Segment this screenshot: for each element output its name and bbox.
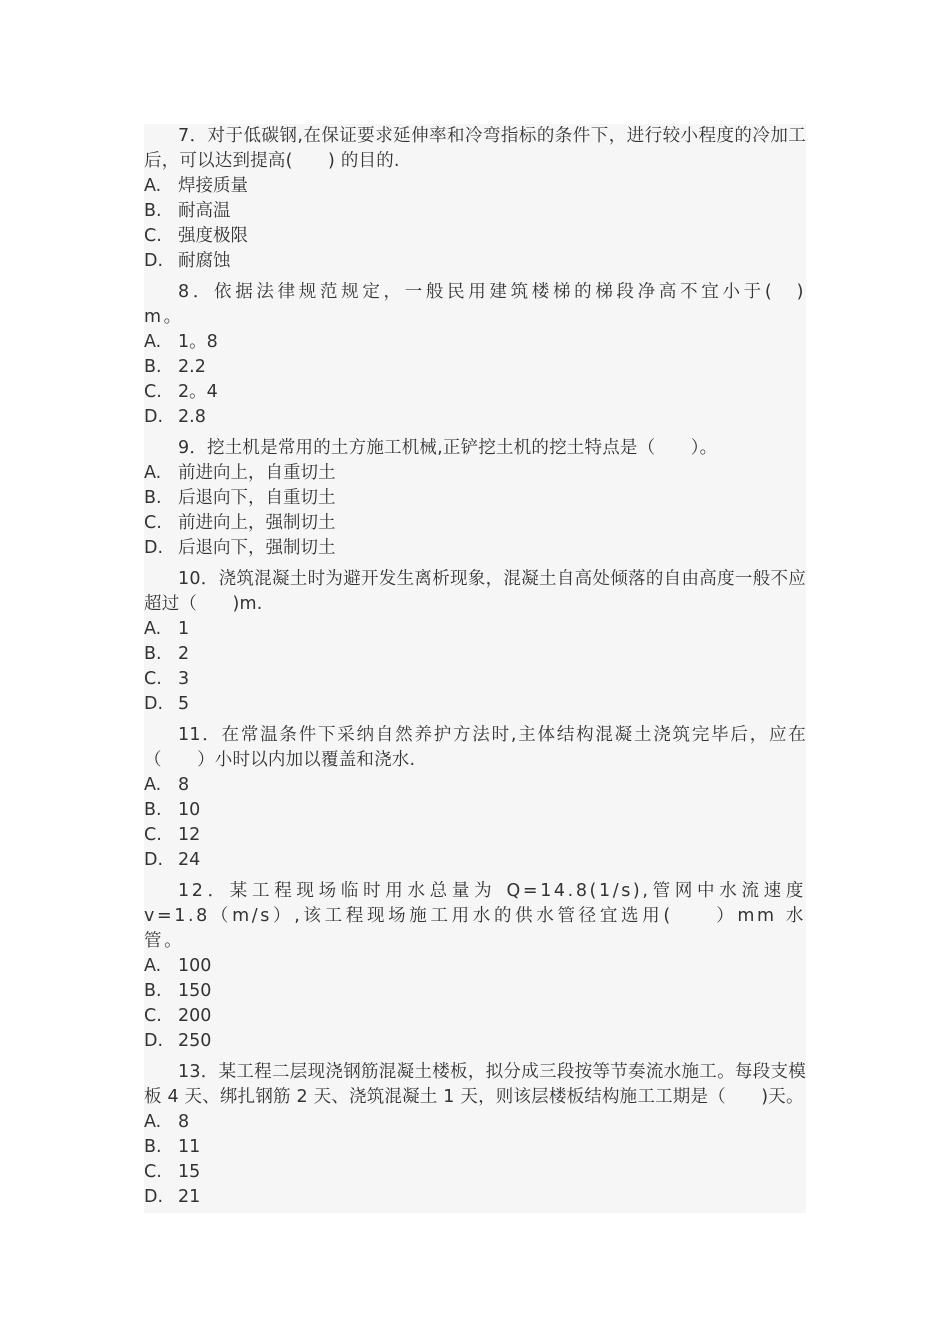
- option-a: A. 1: [144, 619, 190, 639]
- option-b: B. 2.2: [144, 357, 206, 377]
- option-d: D. 后退向下，强制切土: [144, 538, 336, 558]
- option-b: B. 耐高温: [144, 201, 231, 221]
- question-stem: 12．某工程现场临时用水总量为 Q=14.8(1/s),管网中水流速度 v=1.8（m/s）,该工程现场施工用水的供水管径宜选用( ）mm 水管。: [144, 881, 806, 951]
- option-d: D. 21: [144, 1187, 201, 1207]
- question-stem: 13．某工程二层现浇钢筋混凝土楼板，拟分成三段按等节奏流水施工。每段支模板 4 天、绑扎钢筋 2 天、浇筑混凝土 1 天，则该层楼板结构施工工期是（ )天。: [144, 1062, 806, 1107]
- option-c: C. 3: [144, 669, 190, 689]
- option-a: A. 前进向上，自重切土: [144, 463, 336, 483]
- option-c: C. 12: [144, 825, 201, 845]
- option-a: A. 8: [144, 1112, 190, 1132]
- option-b: B. 2: [144, 644, 190, 664]
- question-13: [144, 1060, 806, 1210]
- option-c: C. 前进向上，强制切土: [144, 513, 336, 533]
- question-11: [144, 723, 806, 873]
- option-a: A. 1。8: [144, 332, 218, 352]
- option-d: D. 5: [144, 694, 190, 714]
- option-d: D. 24: [144, 850, 201, 870]
- question-7: [144, 124, 806, 274]
- option-a: A. 100: [144, 956, 212, 976]
- option-b: B. 后退向下，自重切土: [144, 488, 336, 508]
- document-page: [144, 124, 806, 1213]
- option-c: C. 15: [144, 1162, 201, 1182]
- option-c: C. 200: [144, 1006, 212, 1026]
- option-c: C. 2。4: [144, 382, 218, 402]
- question-10: [144, 567, 806, 717]
- option-a: A. 8: [144, 775, 190, 795]
- question-stem: 9．挖土机是常用的土方施工机械,正铲挖土机的挖土特点是（ ）。: [178, 438, 718, 458]
- option-b: B. 150: [144, 981, 212, 1001]
- question-stem: 7．对于低碳钢,在保证要求延伸率和冷弯指标的条件下，进行较小程度的冷加工后，可以达到提高( ) 的目的.: [144, 126, 806, 171]
- option-d: D. 2.8: [144, 407, 206, 427]
- option-d: D. 250: [144, 1031, 212, 1051]
- question-stem: 10．浇筑混凝土时为避开发生离析现象，混凝土自高处倾落的自由高度一般不应超过（ )m.: [144, 569, 806, 614]
- question-8: [144, 280, 806, 430]
- option-d: D. 耐腐蚀: [144, 251, 231, 271]
- question-stem: 11．在常温条件下采纳自然养护方法时,主体结构混凝土浇筑完毕后，应在（ ）小时以内加以覆盖和浇水.: [144, 725, 806, 770]
- option-a: A. 焊接质量: [144, 176, 248, 196]
- question-stem: 8．依据法律规范规定，一般民用建筑楼梯的梯段净高不宜小于( ) m。: [144, 282, 806, 327]
- option-b: B. 10: [144, 800, 201, 820]
- option-b: B. 11: [144, 1137, 201, 1157]
- option-c: C. 强度极限: [144, 226, 248, 246]
- question-12: [144, 879, 806, 1054]
- question-9: [144, 436, 806, 561]
